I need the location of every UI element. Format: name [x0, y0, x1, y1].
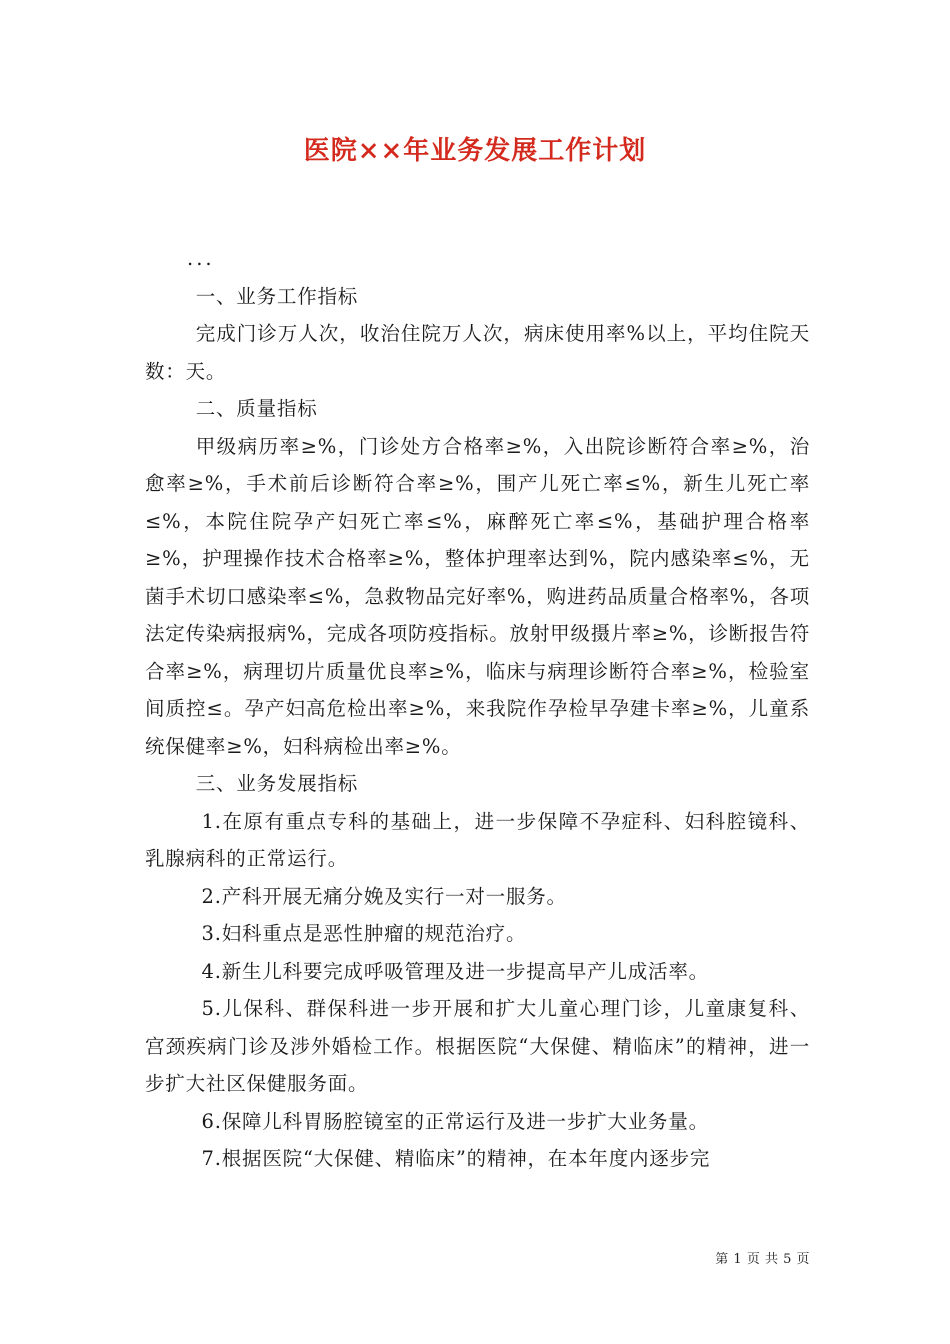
section-heading: 一、业务工作指标 — [195, 284, 359, 308]
list-item: 1.在原有重点专科的基础上，进一步保障不孕症科、妇科腔镜科、乳腺病科的正常运行。 — [145, 809, 810, 870]
list-item: 2.产科开展无痛分娩及实行一对一服务。 — [201, 884, 567, 908]
page-number: 第 1 页 共 5 页 — [715, 1252, 810, 1267]
section-heading: 三、业务发展指标 — [195, 772, 359, 795]
list-item: 3.妇科重点是恶性肿瘤的规范治疗。 — [201, 922, 527, 945]
section-heading: 二、质量指标 — [195, 397, 318, 420]
paragraph: 甲级病历率≥%，门诊处方合格率≥%，入出院诊断符合率≥%，治愈率≥%，手术前后诊断符合率≥%，围产儿死亡率≤%，新生儿死亡率≤%，本院住院孕产妇死亡率≤%，麻醉死亡率≤%，基础护理合格率≥%，护理操作技术合格率≥%，整体护理率达到%，院内感染率≤%，无菌手术切口感染率≤%，急救物品完好率%，购进药品质量合格率%，各项法定传染病报病%，完成各项防疫指标。放射甲级摄片率≥%，诊断报告符合率≥%，病理切片质量优良率≥%，临床与病理诊断符合率≥%，检验室间质控≤。孕产妇高危检出率≥%，来我院作孕检早孕建卡率≥%，儿童系统保健率≥%，妇科病检出率≥%。 — [145, 434, 810, 758]
list-item: 7.根据医院“大保健、精临床”的精神，在本年度内逐步完 — [201, 1147, 711, 1170]
list-item: 5.儿保科、群保科进一步开展和扩大儿童心理门诊，儿童康复科、宫颈疾病门诊及涉外婚检工作。根据医院“大保健、精临床”的精神，进一步扩大社区保健服务面。 — [145, 997, 810, 1095]
list-item: 6.保障儿科胃肠腔镜室的正常运行及进一步扩大业务量。 — [201, 1109, 709, 1133]
list-item: 4.新生儿科要完成呼吸管理及进一步提高早产儿成活率。 — [201, 959, 709, 983]
ellipsis: ... — [187, 247, 215, 270]
paragraph: 完成门诊万人次，收治住院万人次，病床使用率%以上，平均住院天数：天。 — [145, 322, 810, 383]
document-body — [145, 240, 810, 1178]
page-title: 医院××年业务发展工作计划 — [303, 136, 647, 166]
